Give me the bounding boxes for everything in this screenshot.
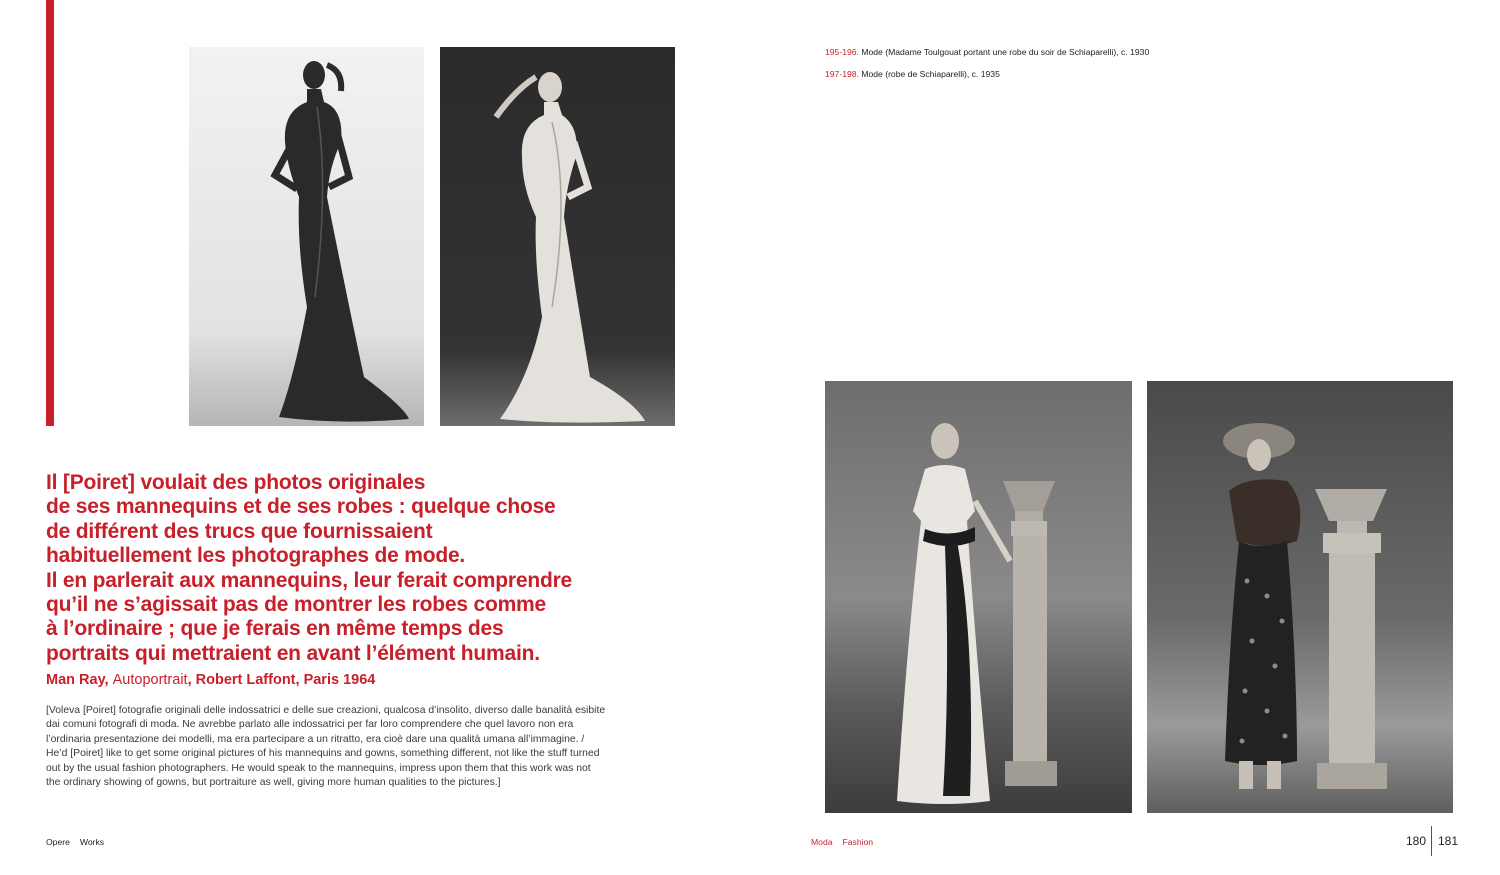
footer-right (811, 837, 873, 847)
page-number-right: 181 (1438, 834, 1459, 848)
accent-bar (46, 0, 54, 426)
quote-line: Il en parlerait aux mannequins, leur ferait comprendre (46, 568, 573, 592)
translation-line: [Voleva [Poiret] fotografie originali delle indossatrici e delle sue creazioni, qualcosa d’insolito, diverso dalle banalità esibite (46, 705, 606, 716)
caption-number: 195-196. (825, 47, 859, 57)
quote-line: de ses mannequins et de ses robes : quelque chose (46, 495, 556, 519)
photo-gown-light-on-dark (440, 47, 675, 426)
footer-section-it: Moda (811, 837, 833, 847)
caption-title: Mode (Madame Toulgouat portant une robe du soir de Schiaparelli) (861, 47, 1117, 57)
footer-section-en: Fashion (842, 837, 874, 847)
caption-date: , c. 1935 (966, 69, 1000, 79)
photo-gown-dark-on-light (189, 47, 424, 426)
attribution-author: Man Ray, (46, 672, 113, 688)
footer-section-en: Works (79, 837, 105, 847)
quote-line: habituellement les photographes de mode. (46, 544, 466, 568)
photo-woman-hat-column (1147, 381, 1453, 813)
quote-line: Il [Poiret] voulait des photos originales (46, 471, 426, 494)
translation-line: the ordinary showing of gowns, but portraiture as well, giving more human qualities to the pictures.] (46, 777, 501, 789)
translation-line: l’ordinaria presentazione dei modelli, ma era partecipare a un ritratto, era cioè dare una qualità umana all’immagine. / (46, 733, 585, 745)
translation-text (46, 704, 631, 790)
quote-line: à l’ordinaire ; que je ferais en même temps des (46, 617, 504, 641)
translation-line: He’d [Poiret] like to get some original pictures of his mannequins and gowns, something different, not like the stuff turned (46, 748, 600, 760)
photo-woman-gown-column (825, 381, 1132, 813)
quote-attribution (46, 672, 375, 688)
caption-date: , c. 1930 (1116, 47, 1150, 57)
translation-line: dai comuni fotografi di moda. Ne avrebbe parlato alle indossatrici per far loro comprendere che quel lavoro non era (46, 719, 574, 731)
page-number-divider (1431, 826, 1432, 856)
quote-line: portraits qui mettraient en avant l’élément humain. (46, 641, 540, 665)
caption-197-198 (825, 69, 1000, 79)
page-number-left: 180 (1406, 834, 1427, 848)
caption-title: Mode (robe de Schiaparelli) (861, 69, 967, 79)
attribution-publisher: , Robert Laffont, Paris 1964 (187, 672, 376, 688)
pull-quote (46, 471, 636, 666)
quote-line: de différent des trucs que fournissaient (46, 519, 433, 543)
quote-line: qu’il ne s’agissait pas de montrer les robes comme (46, 593, 547, 617)
footer-left (46, 837, 104, 847)
caption-195-196 (825, 47, 1149, 57)
translation-line: out by the usual fashion photographers. He would speak to the mannequins, impress upon them that this work was not (46, 762, 591, 774)
footer-section-it: Opere (46, 837, 70, 847)
attribution-work: Autoportrait (112, 672, 188, 688)
caption-number: 197-198. (825, 69, 859, 79)
